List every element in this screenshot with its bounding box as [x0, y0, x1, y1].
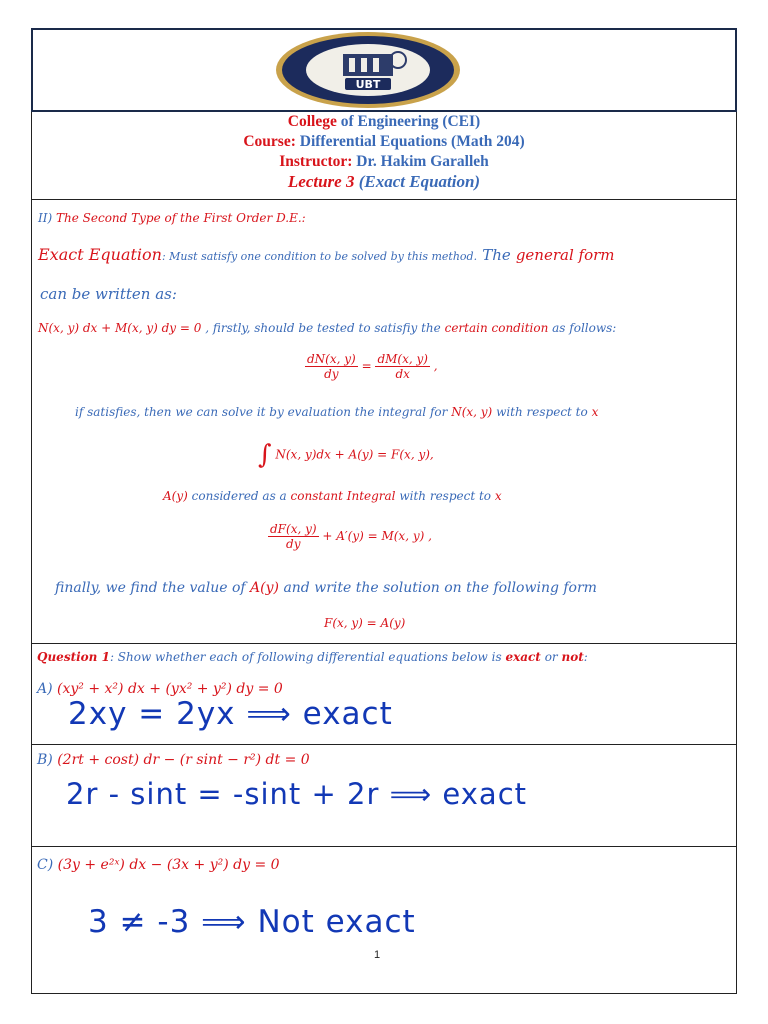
wrt-text: with respect to: [399, 489, 492, 503]
course-header: [31, 112, 737, 192]
part-a-handwritten: 2xy = 2yx ⟹ exact: [68, 696, 393, 732]
constant-integral-line: [163, 489, 502, 503]
finally-a: finally, we find the value of: [55, 580, 246, 596]
question-colon: :: [583, 650, 588, 664]
constant-integral-term: constant Integral: [290, 489, 396, 503]
equation-line-1: [38, 321, 616, 335]
instructor-value: Dr. Hakim Garalleh: [356, 153, 489, 170]
general-form-term: general form: [515, 246, 615, 264]
course-label: Course:: [243, 133, 296, 150]
page-number: 1: [374, 949, 381, 961]
part-b-expr: (2rt + cost) dr − (r sint − r²) dt = 0: [57, 752, 310, 768]
section-heading-text: The Second Type of the First Order D.E.:: [56, 211, 306, 225]
finally-b: and write the solution on the following form: [283, 580, 597, 596]
satisfies-line: [75, 405, 598, 419]
question-text: : Show whether each of following differential equations below is: [109, 650, 502, 664]
university-logo: [273, 30, 463, 110]
df-frac: [268, 522, 319, 551]
question-label: Question 1: [37, 650, 110, 664]
equation-nm: N(x, y) dx + M(x, y) dy = 0: [38, 321, 202, 335]
certain-condition: certain condition: [444, 321, 549, 335]
satisfies-wrt: with respect to: [496, 405, 588, 419]
instructor-line: [31, 152, 737, 172]
divider-3: [31, 744, 737, 745]
wrt-x: x: [494, 489, 502, 503]
part-a-equation: [37, 681, 283, 697]
instructor-label: Instructor:: [279, 153, 353, 170]
condition-right-frac: [375, 352, 430, 381]
question-not: not: [561, 650, 584, 664]
question-or: or: [544, 650, 558, 664]
exact-intro-line: [38, 245, 615, 264]
part-c-equation: [37, 857, 280, 873]
part-c-handwritten: 3 ≠ -3 ⟹ Not exact: [88, 904, 416, 940]
finally-ay: A(y): [250, 580, 279, 596]
ay-term: A(y): [163, 489, 188, 503]
part-c-label: C): [37, 857, 54, 873]
question-exact: exact: [505, 650, 541, 664]
df-den: dy: [286, 537, 301, 551]
part-a-label: A): [37, 681, 53, 697]
cond-eq-sign: =: [361, 359, 372, 373]
section-heading: [38, 211, 306, 225]
course-value: Differential Equations (Math 204): [299, 133, 525, 150]
satisfies-text: if satisfies, then we can solve it by evaluation the integral for: [75, 405, 448, 419]
part-b-equation: [37, 752, 310, 768]
condition-left-frac: [305, 352, 358, 381]
intro-text: : Must satisfy one condition to be solved by this method.: [161, 250, 478, 263]
integral-line: [258, 440, 434, 470]
lecture-value: (Exact Equation): [358, 172, 481, 191]
section-heading-num: II): [38, 211, 53, 225]
final-equation: F(x, y) = A(y): [324, 616, 406, 630]
integral-expr: N(x, y)dx + A(y) = F(x, y),: [275, 447, 434, 462]
lecture-label: Lecture 3: [287, 172, 355, 191]
college-label: College: [287, 113, 337, 130]
college-line: [31, 112, 737, 132]
part-b-label: B): [37, 752, 53, 768]
part-a-expr: (xy² + x²) dx + (yx² + y²) dy = 0: [57, 681, 283, 697]
divider-2: [31, 643, 737, 644]
satisfies-nxy: N(x, y): [451, 405, 493, 419]
divider-1: [31, 199, 737, 200]
part-b-handwritten: 2r - sint = -sint + 2r ⟹ exact: [66, 777, 528, 811]
considered-text: considered as a: [191, 489, 287, 503]
integral-sign: ∫: [258, 440, 272, 470]
cond-num-left: dN(x, y): [307, 352, 356, 366]
exact-eq-term: Exact Equation: [38, 245, 162, 264]
can-be-written-line: can be written as:: [40, 285, 177, 303]
df-num: dF(x, y): [270, 522, 317, 536]
as-follows: as follows:: [552, 321, 617, 335]
divider-4: [31, 846, 737, 847]
cond-den-right: dx: [395, 367, 410, 381]
the-word: The: [482, 246, 511, 264]
course-line: [31, 132, 737, 152]
part-c-expr: (3y + e²ˣ) dx − (3x + y²) dy = 0: [57, 857, 280, 873]
satisfies-x: x: [591, 405, 599, 419]
df-equation: [268, 522, 432, 551]
df-rest: + A′(y) = M(x, y) ,: [322, 529, 432, 543]
tested-text: , firstly, should be tested to satisfiy the: [205, 321, 441, 335]
lecture-line: [31, 172, 737, 192]
cond-comma: ,: [433, 359, 438, 373]
college-value: of Engineering (CEI): [340, 113, 481, 130]
logo-text: UBT: [355, 78, 381, 91]
finally-line: [55, 580, 597, 596]
cond-den-left: dy: [324, 367, 339, 381]
cond-num-right: dM(x, y): [377, 352, 428, 366]
question-line: [37, 650, 588, 664]
condition-equation: [305, 352, 438, 381]
logo-box: [31, 28, 737, 112]
